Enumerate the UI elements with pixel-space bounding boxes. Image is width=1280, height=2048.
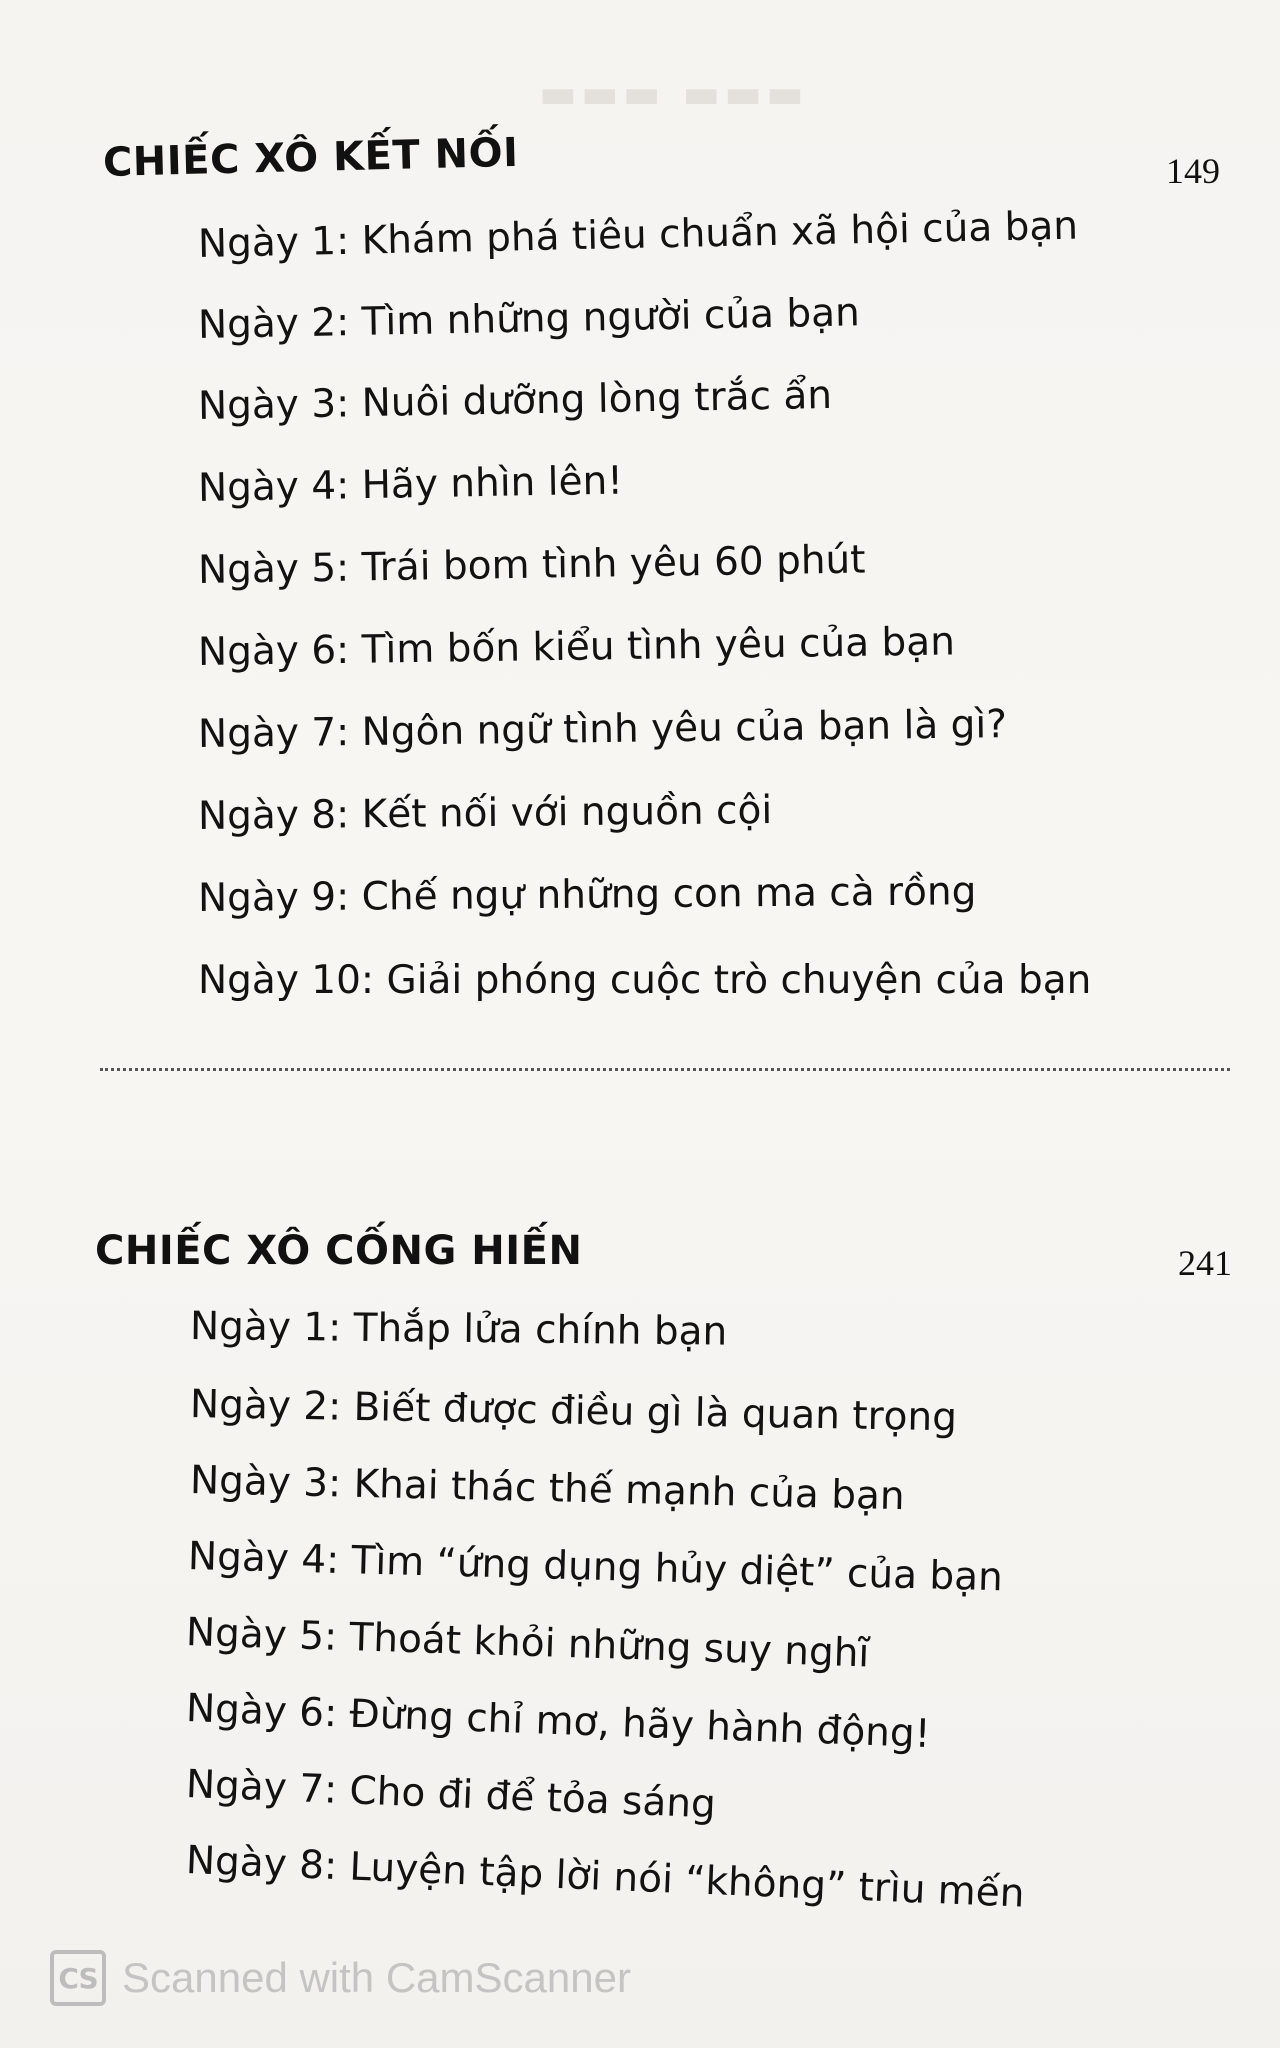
toc-entry-label: Ngày 1: Thắp lửa chính bạn: [189, 1304, 728, 1355]
toc-entry-label: Ngày 8: Luyện tập lời nói “không” trìu mến: [185, 1838, 1026, 1917]
section-divider: [100, 1068, 1230, 1071]
section-title: CHIẾC XÔ CỐNG HIẾN: [95, 1228, 583, 1274]
toc-entry-label: Ngày 7: Cho đi để tỏa sáng: [185, 1762, 717, 1828]
toc-entry-label: Ngày 1: Khám phá tiêu chuẩn xã hội của bạn: [197, 203, 1079, 267]
bleed-through-heading: ▬▬▬ ▬▬▬: [535, 70, 804, 117]
toc-entry-label: Ngày 5: Thoát khỏi những suy nghĩ: [185, 1610, 870, 1677]
section-page-number: 149: [1166, 151, 1220, 191]
toc-entry-label: Ngày 5: Trái bom tình yêu 60 phút: [197, 537, 866, 593]
toc-entry-label: Ngày 2: Tìm những người của bạn: [197, 290, 861, 348]
toc-entry-label: Ngày 3: Nuôi dưỡng lòng trắc ẩn: [197, 372, 833, 429]
toc-entry-label: Ngày 10: Giải phóng cuộc trò chuyện của bạn: [198, 958, 1092, 1003]
toc-entry-label: Ngày 4: Hãy nhìn lên!: [197, 458, 624, 511]
section-title: CHIẾC XÔ KẾT NỐI: [102, 129, 520, 186]
toc-entry-label: Ngày 6: Tìm bốn kiểu tình yêu của bạn: [197, 619, 956, 675]
section-page-number: 241: [1178, 1243, 1232, 1283]
toc-entry-label: Ngày 8: Kết nối với nguồn cội: [197, 787, 773, 839]
toc-entry-label: Ngày 3: Khai thác thế mạnh của bạn: [189, 1458, 906, 1520]
toc-entry-label: Ngày 9: Chế ngự những con ma cà rồng: [197, 869, 977, 921]
toc-entry-label: Ngày 6: Đừng chỉ mơ, hãy hành động!: [185, 1686, 932, 1757]
toc-entry-label: Ngày 7: Ngôn ngữ tình yêu của bạn là gì?: [197, 702, 1008, 757]
watermark-text: Scanned with CamScanner: [122, 1954, 631, 2001]
toc-entry-label: Ngày 4: Tìm “ứng dụng hủy diệt” của bạn: [187, 1534, 1004, 1601]
scanner-watermark: [50, 1948, 631, 2008]
camscanner-logo-icon: CS: [50, 1950, 106, 2006]
toc-entry-label: Ngày 2: Biết được điều gì là quan trọng: [189, 1382, 958, 1441]
